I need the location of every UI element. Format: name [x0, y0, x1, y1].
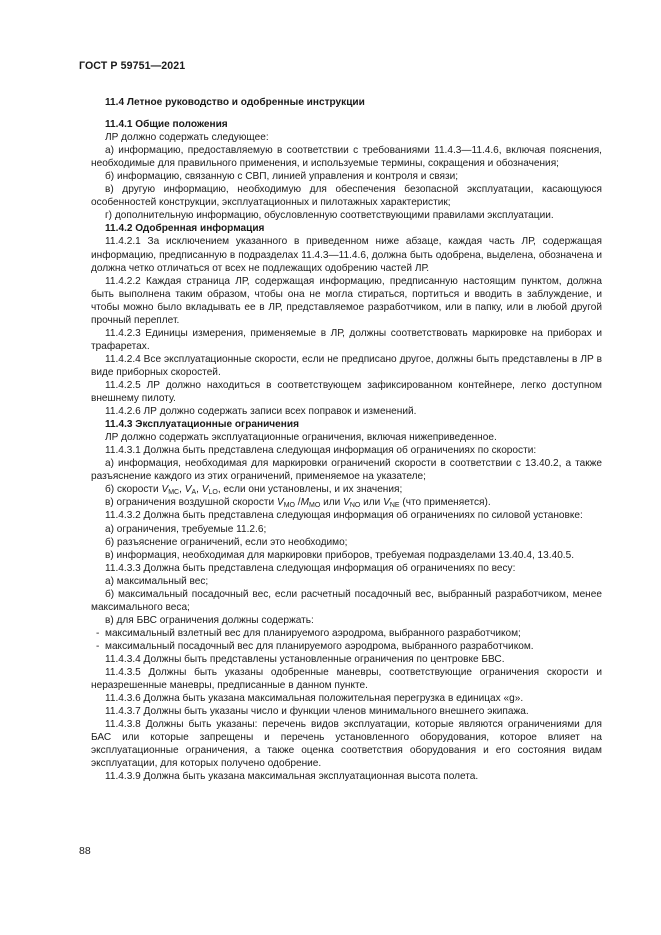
paragraph: 11.4.2.6 ЛР должно содержать записи всех поправок и изменений. [105, 406, 417, 418]
list-item: в) другую информацию, необходимую для обеспечения безопасной эксплуатации, касающуюся особенностей конструкции, эксплуатационных и пилотажных характеристик; [91, 184, 602, 209]
list-item: б) информацию, связанную с СВП, линией управления и контроля и связи; [105, 171, 459, 183]
list-item: а) ограничения, требуемые 11.2.6; [105, 523, 267, 535]
dash-item: - максимальный посадочный вес для планируемого аэродрома, выбранного разработчиком. [91, 640, 602, 653]
list-item: а) максимальный вес; [105, 575, 209, 587]
paragraph: 11.4.3.1 Должна быть представлена следующая информация об ограничениях по скорости: [105, 445, 537, 457]
paragraph: 11.4.3.8 Должны быть указаны: перечень видов эксплуатации, которые являются ограничениями для БАС или которые запрещены и перечень установленного оборудования, которое влияет на эксплуатационные ограничения, а также оценка соответствия оборудования и его состояния видам эксплуатации, для которых получено одобрение. [91, 719, 602, 770]
paragraph: 11.4.2.1 За исключением указанного в приведенном ниже абзаце, каждая часть ЛР, содержащая информацию, предписанную в подразделах 11.4.3—11.4.6, должна быть одобрена, выделена, обозначена и должна четко отличаться от всех не подлежащих одобрению частей ЛР. [91, 236, 602, 274]
list-item-speeds: б) скорости $V_{MC}$, $V_A$, $V_{LO}$, если они установлены, и их значения; [105, 484, 403, 497]
paragraph: 11.4.3.2 Должна быть представлена следующая информация об ограничениях по силовой установке: [105, 510, 583, 522]
paragraph: ЛР должно содержать следующее: [105, 132, 269, 144]
paragraph: 11.4.3.4 Должны быть представлены установленные ограничения по центровке БВС. [105, 653, 505, 665]
paragraph: 11.4.3.6 Должна быть указана максимальная положительная перегрузка в единицах «g». [105, 693, 524, 705]
list-item: в) для БВС ограничения должны содержать: [105, 614, 314, 626]
section-11-4-3-title: 11.4.3 Эксплуатационные ограничения [105, 419, 299, 431]
section-11-4-2-title: 11.4.2 Одобренная информация [105, 223, 265, 235]
paragraph: 11.4.2.2 Каждая страница ЛР, содержащая информацию, предписанную настоящим пунктом, должна быть выполнена таким образом, чтобы она не могла стираться, портиться и вводить в заблуждение, и чтобы можно было вкладывать ее в ЛР, представляемое разработчиком, или в папку, или в любой другой прочный переплет. [91, 275, 602, 326]
paragraph: 11.4.3.7 Должны быть указаны число и функции членов минимального внешнего экипажа. [105, 706, 529, 718]
list-item: б) разъяснение ограничений, если это необходимо; [105, 536, 348, 548]
paragraph: ЛР должно содержать эксплуатационные ограничения, включая нижеприведенное. [105, 432, 497, 444]
document-header: ГОСТ Р 59751—2021 [79, 60, 186, 72]
paragraph: 11.4.3.5 Должны быть указаны одобренные маневры, соответствующие ограничения скорости и неразрешенные маневры, предписанные в данном пункте. [91, 667, 602, 692]
paragraph: 11.4.2.5 ЛР должно находиться в соответствующем зафиксированном контейнере, легко доступном внешнему пилоту. [91, 379, 602, 405]
list-item: а) информация, необходимая для маркировки ограничений скорости в соответствии с 13.40.2, а также разъяснение каждого из этих ограничений, применяемое на указателе; [91, 458, 602, 483]
list-item: г) дополнительную информацию, обусловленную соответствующими правилами эксплуатации. [105, 210, 554, 222]
list-item: а) информацию, предоставляемую в соответствии с требованиями 11.4.3—11.4.6, включая пояснения, необходимые для правильного применения, и используемые термины, сокращения и обозначения; [91, 145, 602, 170]
section-11-4-title: 11.4 Летное руководство и одобренные инструкции [105, 97, 365, 108]
list-item: б) максимальный посадочный вес, если расчетный посадочный вес, выбранный разработчиком, менее максимального веса; [91, 588, 602, 613]
list-item-airspeed-limits: в) ограничения воздушной скорости $V_{MO}$ $/M_{MO}$ или $V_{NO}$ или $V_{NE}$ (что применяется). [105, 497, 491, 510]
paragraph: 11.4.2.3 Единицы измерения, применяемые в ЛР, должны соответствовать маркировке на приборах и трафаретах. [91, 327, 602, 352]
paragraph: 11.4.2.4 Все эксплуатационные скорости, если не предписано другое, должны быть представлены в ЛР в виде приборных скоростей. [91, 353, 602, 378]
page-number: 88 [79, 845, 91, 857]
paragraph: 11.4.3.9 Должна быть указана максимальная эксплуатационная высота полета. [105, 771, 479, 783]
paragraph: 11.4.3.3 Должна быть представлена следующая информация об ограничениях по весу: [105, 562, 516, 574]
dash-item: - максимальный взлетный вес для планируемого аэродрома, выбранного разработчиком; [91, 627, 602, 640]
list-item: в) информация, необходимая для маркировки приборов, требуемая подразделами 13.40.4, 13.40.5. [105, 549, 575, 561]
document-body [91, 96, 602, 783]
section-11-4-1-title: 11.4.1 Общие положения [105, 119, 228, 131]
